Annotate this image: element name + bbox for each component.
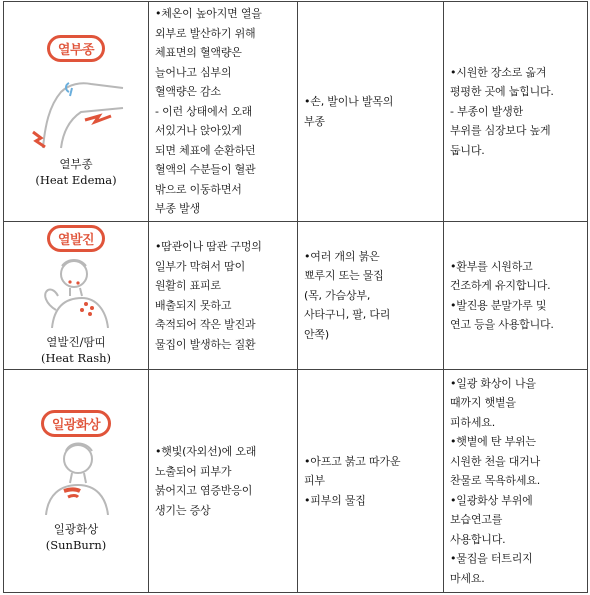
cause-text: •땀관이나 땀관 구멍의 일부가 막혀서 땀이 원활히 표피로 배출되지 못하고 축적되어 작은 발진과 물집이 발생하는 질환	[155, 240, 262, 351]
condition-name-en: (Heat Edema)	[35, 173, 117, 187]
condition-name-ko: 열발진/땀띠	[46, 335, 106, 349]
condition-name-en: (Heat Rash)	[40, 351, 112, 365]
symptom-text: •손, 발이나 발목의 부종	[304, 95, 394, 128]
symptom-text: •여러 개의 붉은 뾰루지 또는 물집 (목, 가슴상부, 사타구니, 팔, 다리 안쪽)	[304, 249, 391, 341]
condition-badge: 열발진	[47, 225, 105, 252]
symptom-text: •아프고 붉고 따가운 피부 •피부의 물집	[304, 454, 401, 507]
symptom-cell	[298, 2, 444, 222]
heat-rash-illustration	[26, 252, 126, 328]
condition-name-ko: 일광화상	[53, 521, 99, 536]
treatment-text: •환부를 시원하고 건조하게 유지합니다. •발진용 분말가루 및 연고 등을 사용합니다.	[450, 259, 554, 331]
knee-edema-illustration	[21, 62, 131, 150]
condition-name-ko: 열부종	[59, 157, 93, 171]
treatment-cell	[444, 2, 588, 222]
name-cell	[4, 370, 149, 593]
treatment-text: •시원한 장소로 옮겨 평평한 곳에 눕힙니다. - 부종이 발생한 부위를 심장보다 높게 둡니다.	[450, 65, 554, 157]
condition-badge: 일광화상	[41, 410, 111, 437]
heat-illness-table	[3, 1, 588, 593]
treatment-cell	[444, 222, 588, 370]
cause-cell	[149, 222, 298, 370]
condition-name-en: (SunBurn)	[45, 537, 107, 552]
table-row-sunburn	[4, 370, 588, 593]
treatment-text: •일광 화상이 나을 때까지 햇볕을 피하세요. •햇볕에 탄 부위는 시원한 천을 대거나 찬물로 목욕하세요. •일광화상 부위에 보습연고를 사용합니다. •물집을 터트리지 마세요.	[450, 376, 541, 585]
cause-text: •체온이 높아지면 열을 외부로 발산하기 위해 체표면의 혈액량은 늘어나고 심부의 혈액량은 감소 - 이런 상태에서 오래 서있거나 앉아있게 되면 체표에 순환하던 혈액의 수분들이 혈관 밖으로 이동하면서 부종 발생	[155, 7, 262, 216]
cause-cell	[149, 2, 298, 222]
name-cell	[4, 222, 149, 370]
condition-badge: 열부종	[47, 35, 105, 62]
sunburn-illustration	[26, 437, 126, 515]
table-row-heat-rash	[4, 222, 588, 370]
cause-text: •햇빛(자외선)에 오래 노출되어 피부가 붉어지고 염증반응이 생기는 증상	[155, 445, 257, 517]
treatment-cell	[444, 370, 588, 593]
symptom-cell	[298, 370, 444, 593]
symptom-cell	[298, 222, 444, 370]
cause-cell	[149, 370, 298, 593]
name-cell	[4, 2, 149, 222]
table-row-heat-edema	[4, 2, 588, 222]
